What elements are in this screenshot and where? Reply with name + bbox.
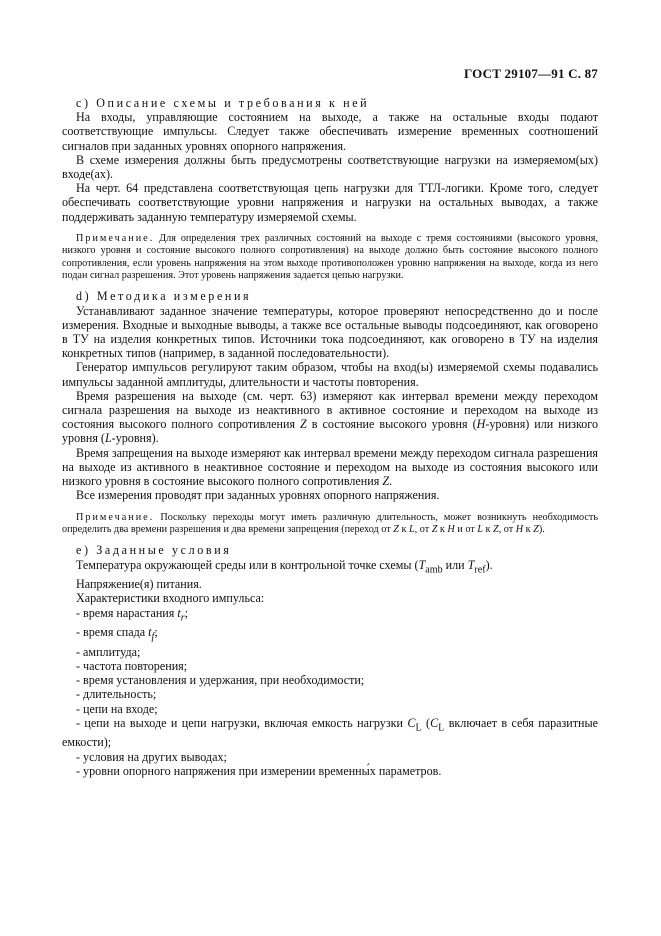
section-d-paragraph-2: Генератор импульсов регулируют таким образом, чтобы на вход(ы) измеряемой схемы подавались импульсы заданной амплитуды, длительности и частоты повторения. xyxy=(62,360,598,389)
section-d-paragraph-5: Все измерения проводят при заданных уровнях опорного напряжения. xyxy=(76,488,440,503)
list-item: - цепи на входе; xyxy=(76,701,158,716)
list-item: - условия на других выводах; xyxy=(76,749,227,764)
supply-voltage-condition: Напряжение(я) питания. xyxy=(76,577,202,592)
section-d-paragraph-4: Время запрещения на выходе измеряют как интервал времени между переходом сигнала разрешения на выходе из активного в неактивное состояние и переходом на выходе из состояния высокого или низкого уровня в состояние высокого полного сопротивления Z. xyxy=(62,445,598,489)
section-c-paragraph-2: В схеме измерения должны быть предусмотрены соответствующие нагрузки на измеряемом(ых) входе(ах). xyxy=(62,152,598,182)
section-d-paragraph-3: Время разрешения на выходе (см. черт. 63) измеряют как интервал времени между переходом сигнала разрешения на выходе из неактивного в активное состояние и переходом на выходе из состояния высокого полного сопротивления Z в состояние высокого уровня (H-уровня) или низкого уровня (L-уровня). xyxy=(62,388,599,446)
section-d-heading: d) Методика измерения xyxy=(76,289,252,304)
list-item: - уровни опорного напряжения при измерении временны́х параметров. xyxy=(76,763,442,778)
list-item: - время спада $t_f$; xyxy=(76,625,158,643)
list-item: - частота повторения; xyxy=(76,658,188,673)
note-label: Примечание. xyxy=(76,511,155,523)
list-item: - длительность; xyxy=(76,687,157,702)
list-item: - цепи на выходе и цепи нагрузки, включая емкость нагрузки $C_L$ ($C_L$ включает в себя паразитные емкости); xyxy=(62,715,598,750)
section-d-note: Примечание. Поскольку переходы могут иметь различную длительность, может возникнуть необходимость определить два времени разрешения и два времени запрещения (переход от Z к L, от Z к H и от L к Z, от H к Z). xyxy=(62,511,598,535)
section-c-paragraph-1: На входы, управляющие состоянием на выходе, а также на остальные входы подают соответствующие импульсы. Следует также обеспечивать измерение временных соотношений сигналов при заданных уровнях опорного напряжения. xyxy=(62,110,598,153)
temperature-condition: Температура окружающей среды или в контрольной точке схемы ($T_{amb}$ или $T_{ref}$). xyxy=(76,557,493,575)
section-d-paragraph-1: Устанавливают заданное значение температуры, которое проверяют непосредственно до и после измерения. Входные и выходные выводы, а также все остальные выводы подсоединяют, как оговорено в ТУ на изделия конкретных типов. Источники тока подсоединяют, как оговорено в ТУ на изделия конкретных типов (например, в заданной последовательности). xyxy=(62,303,598,361)
list-item: - амплитуда; xyxy=(76,644,141,659)
page-header: ГОСТ 29107—91 С. 87 xyxy=(464,66,598,81)
section-c-note xyxy=(62,233,598,283)
note-text: Для определения трех различных состояний на выходе с тремя состояниями (высокого уровня, низкого уровня и состояние высокого полного сопротивления) на выходе должно быть состояние высокого полного сопротивления, если уровень напряжения на этом выходе противоположен уровню напряжения на выходе, когда из него подан сигнал разрешения. Этот уровень напряжения задается цепью нагрузки. xyxy=(62,232,598,282)
pulse-characteristics-intro: Характеристики входного импульса: xyxy=(76,591,265,606)
note-label: Примечание. xyxy=(76,232,155,244)
list-item: - время нарастания $t_r$; xyxy=(76,605,189,623)
section-e-heading: е) Заданные условия xyxy=(76,543,232,558)
page-content xyxy=(62,96,598,778)
section-c-heading: с) Описание схемы и требования к ней xyxy=(76,96,370,110)
condition-list xyxy=(62,606,598,778)
section-c-paragraph-3: На черт. 64 представлена соответствующая цепь нагрузки для ТТЛ-логики. Кроме того, следует обеспечивать соответствующие уровни напряжения и нагрузки на остальных выводах, а также поддерживать заданную температуру измеряемой схемы. xyxy=(62,181,598,224)
list-item: - время установления и удержания, при необходимости; xyxy=(76,673,365,688)
